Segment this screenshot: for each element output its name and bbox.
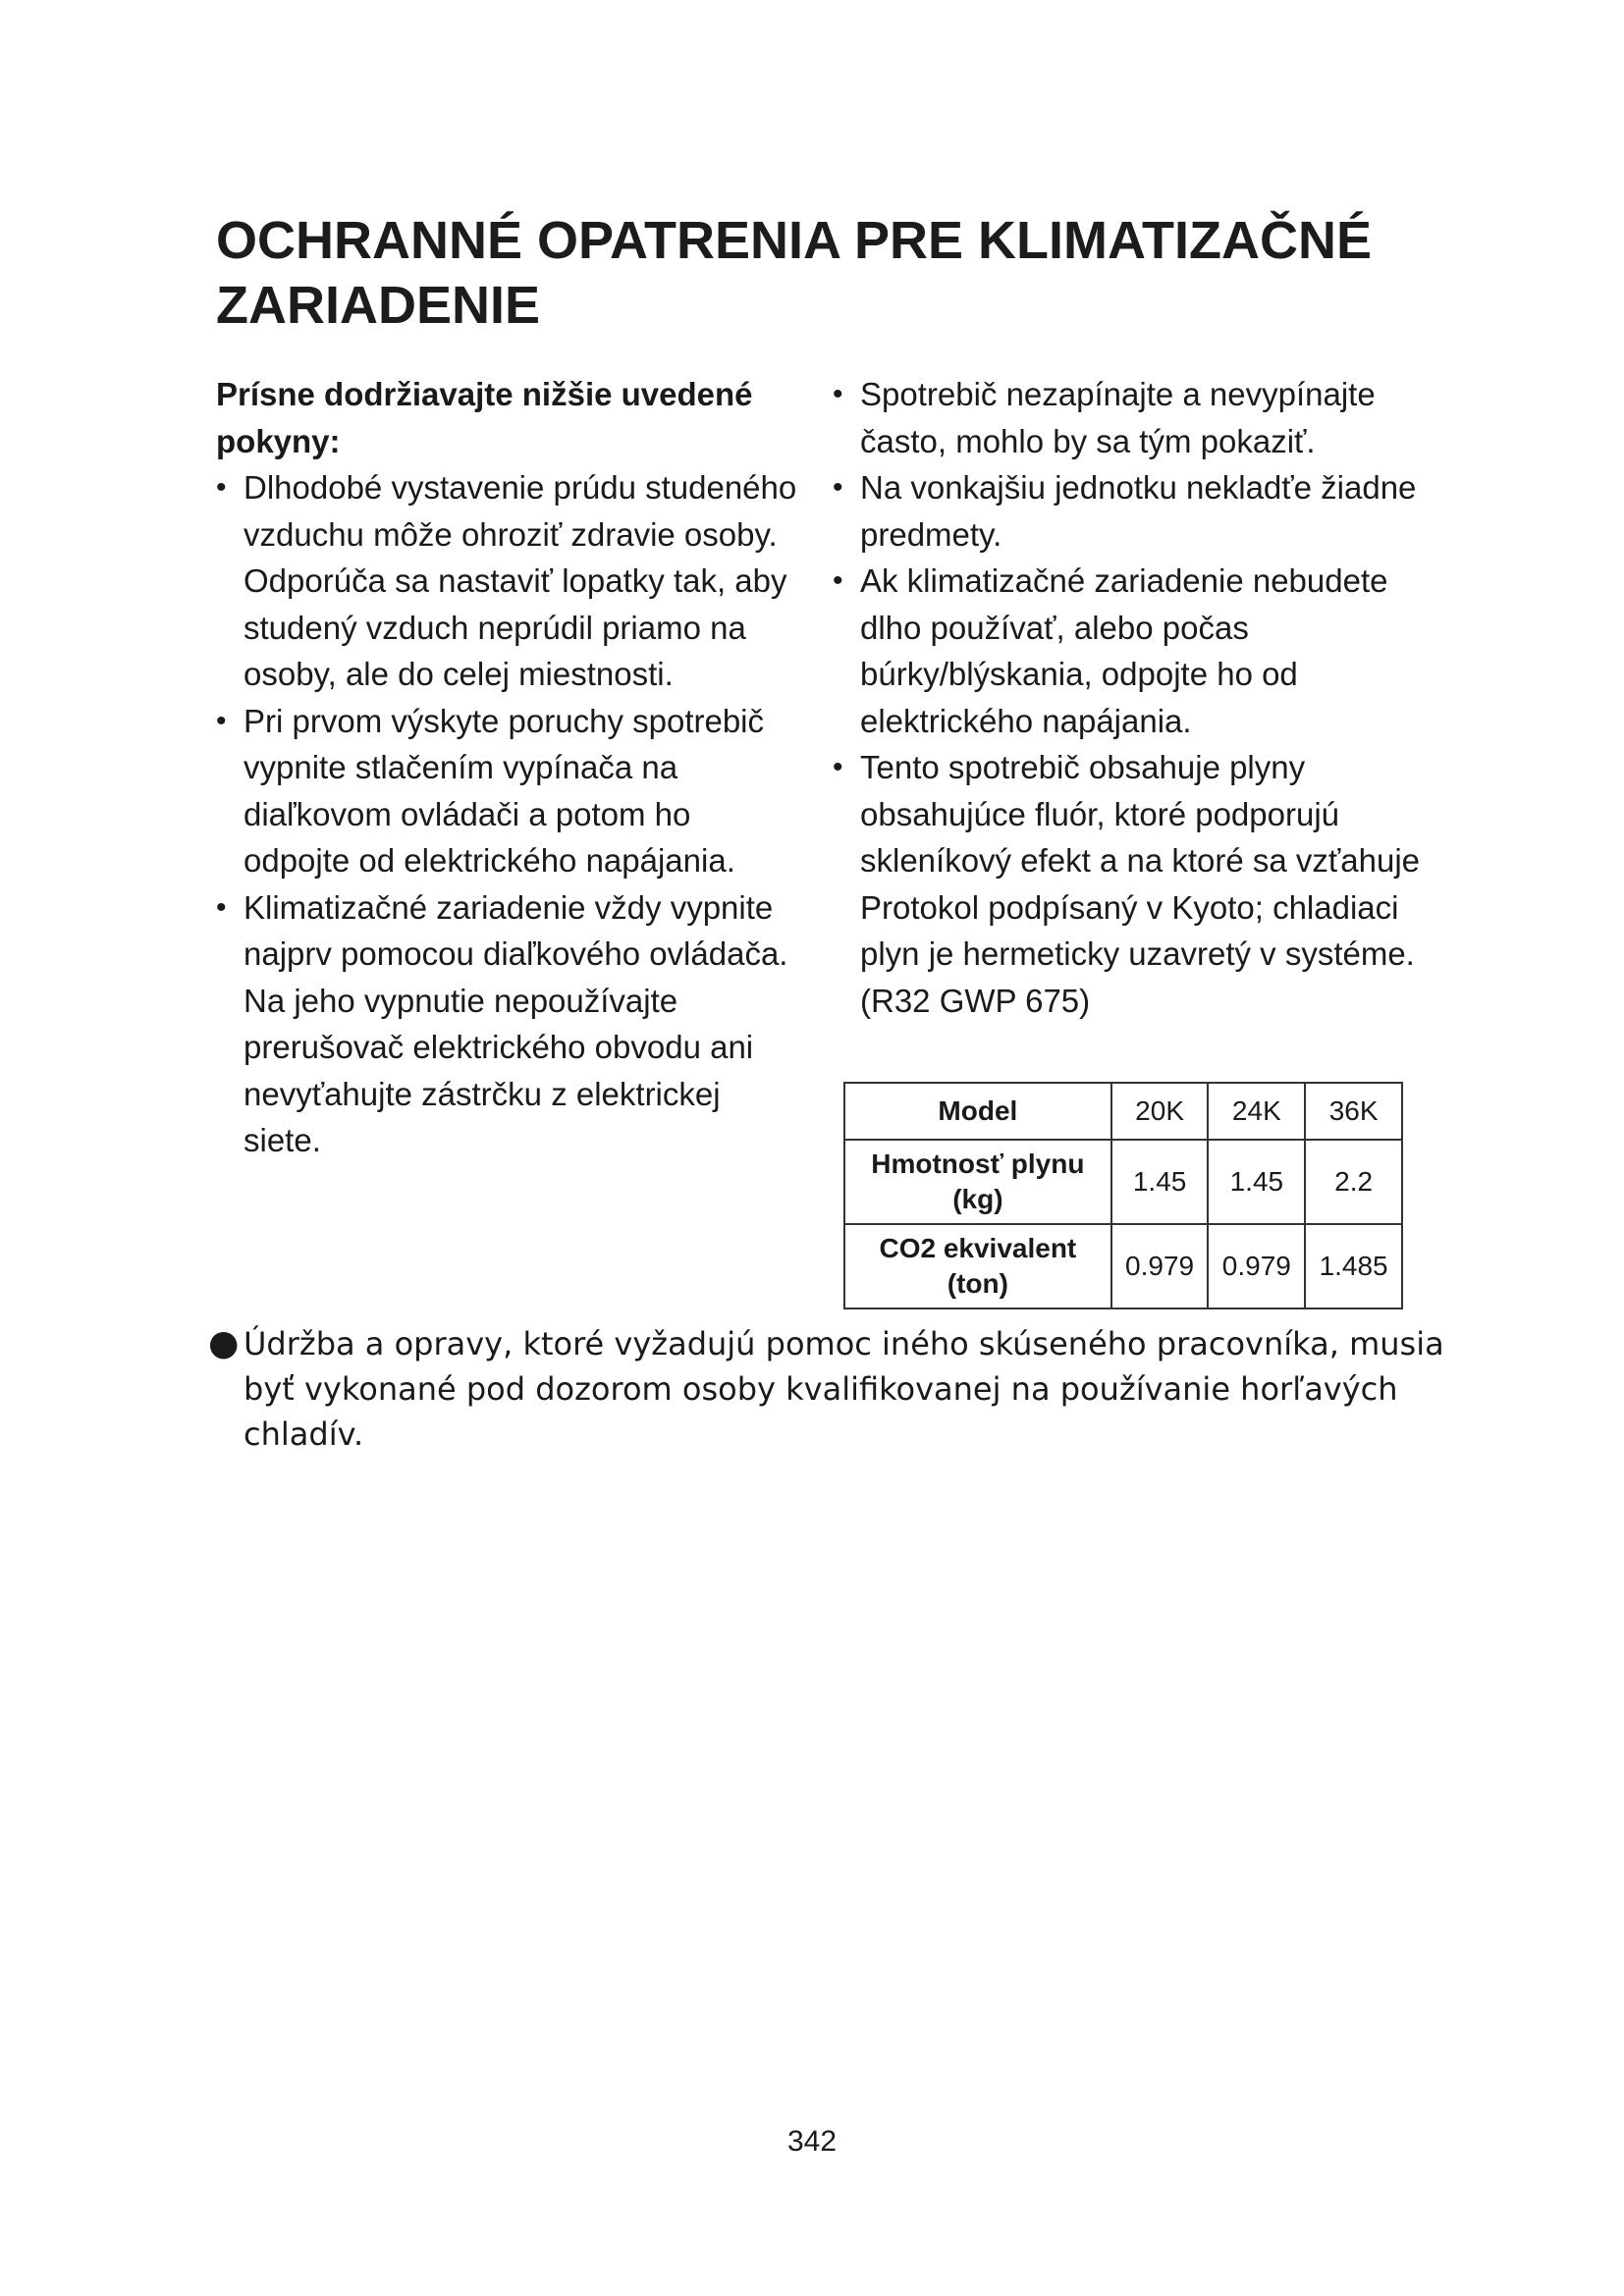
table-cell: 1.45	[1111, 1140, 1209, 1224]
maintenance-note	[208, 1321, 1500, 1457]
table-cell: 0.979	[1111, 1224, 1209, 1308]
table-header-label: Model	[844, 1083, 1111, 1140]
refrigerant-info: (R32 GWP 675)	[860, 982, 1091, 1019]
table-cell: 0.979	[1208, 1224, 1305, 1308]
right-bullet-list	[833, 371, 1422, 978]
right-column	[833, 371, 1422, 1024]
table-row-label: Hmotnosť plynu (kg)	[844, 1140, 1111, 1224]
left-bullet-list	[216, 464, 805, 1164]
intro-heading: Prísne dodržiavajte nižšie uvedené pokyny:	[216, 376, 753, 459]
list-item: • Ak klimatizačné zariadenie nebudete dlho používať, alebo počas búrky/blýskania, odpojte ho od elektrického napájania.	[833, 558, 1422, 744]
table-row	[844, 1224, 1402, 1308]
list-item: • Tento spotrebič obsahuje plyny obsahujúce fluór, ktoré podporujú skleníkový efekt a na ktoré sa vzťahuje Protokol podpísaný v Kyoto; chladiaci plyn je hermeticky uzavretý v systéme.	[833, 744, 1422, 978]
table-header-model: 20K	[1111, 1083, 1209, 1140]
table-cell: 1.45	[1208, 1140, 1305, 1224]
table-header-model: 36K	[1305, 1083, 1402, 1140]
list-item: • Pri prvom výskyte poruchy spotrebič vypnite stlačením vypínača na diaľkovom ovládači a potom ho odpojte od elektrického napájania.	[216, 698, 805, 884]
maintenance-note-text: Údržba a opravy, ktoré vyžadujú pomoc iného skúseného pracovníka, musia byť vykonané pod dozorom osoby kvalifikovanej na používanie horľavých chladív.	[244, 1325, 1444, 1453]
list-item: • Dlhodobé vystavenie prúdu studeného vzduchu môže ohroziť zdravie osoby. Odporúča sa nastaviť lopatky tak, aby studený vzduch neprúdil priamo na osoby, ale do celej miestnosti.	[216, 464, 805, 698]
table-row-label: CO2 ekvivalent (ton)	[844, 1224, 1111, 1308]
list-item: • Klimatizačné zariadenie vždy vypnite najprv pomocou diaľkového ovládača. Na jeho vypnutie nepoužívajte prerušovač elektrického obvodu ani nevyťahujte zástrčku z elektrickej siete.	[216, 884, 805, 1164]
left-column	[216, 371, 805, 1164]
gas-table	[843, 1082, 1403, 1309]
page-title: OCHRANNÉ OPATRENIA PRE KLIMATIZAČNÉ ZARIADENIE	[216, 211, 1372, 335]
table-cell: 1.485	[1305, 1224, 1402, 1308]
table-cell: 2.2	[1305, 1140, 1402, 1224]
page-number: 342	[786, 2125, 838, 2158]
table-row	[844, 1140, 1402, 1224]
table-header-model: 24K	[1208, 1083, 1305, 1140]
list-item: • Na vonkajšiu jednotku nekladťe žiadne predmety.	[833, 464, 1422, 558]
list-item: • Spotrebič nezapínajte a nevypínajte často, mohlo by sa tým pokaziť.	[833, 371, 1422, 464]
bullet-dot-icon: ●	[208, 1323, 240, 1363]
table-header-row	[844, 1083, 1402, 1140]
